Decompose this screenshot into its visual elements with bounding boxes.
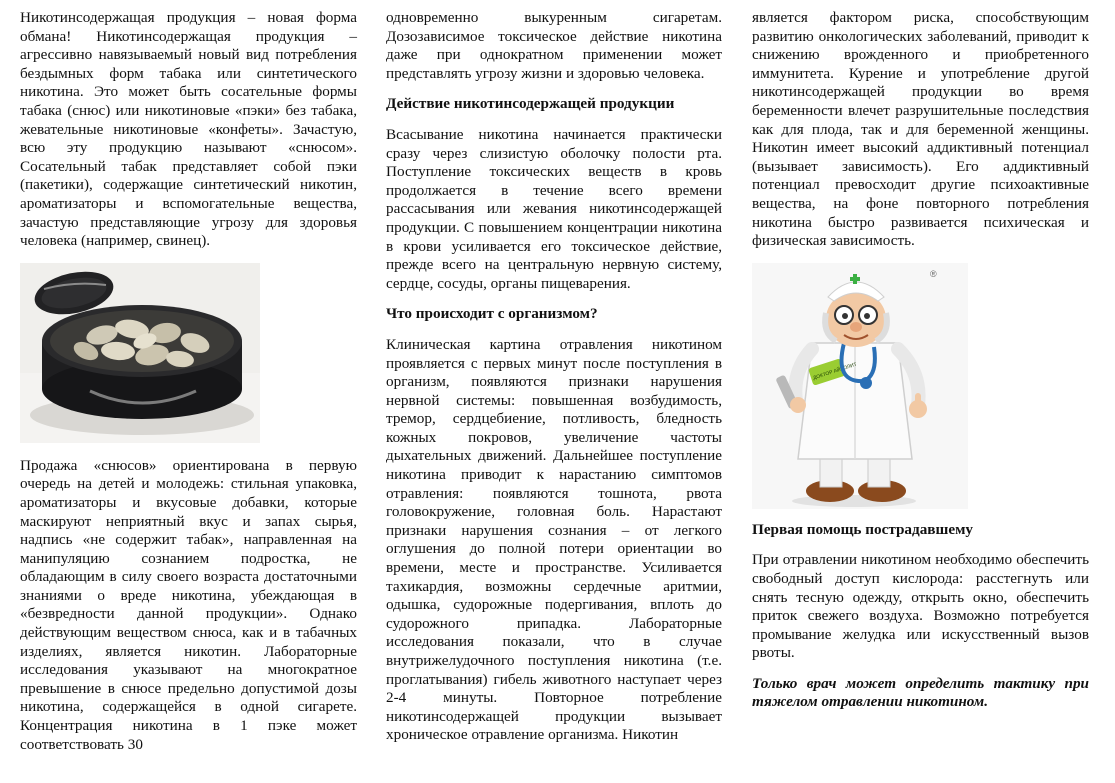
heading-body-effects: Что происходит с организмом? bbox=[386, 305, 598, 323]
doctor-note-paragraph: Только врач может определить тактику при тяжелом отравлении никотином. bbox=[752, 674, 1089, 711]
marketing-paragraph: Продажа «снюсов» ориентирована в первую очередь на детей и молодежь: стильная упаковка, ароматизаторы и вкусовые добавки, которые маскируют неприятный вкус и запах сырья, надпись «не содержит табак», направленная на манипуляцию сознанием подростка, не обладающим в силу своего возраста достаточными знаниями о вреде никотина, убеждающая в «безвредности данной продукции». Однако действующим веществом снюса, как и в табачных изделиях, является никотин. Лабораторные исследования указывают на многократное превышение в снюсе предельно допустимой дозы никотина, содержащейся в одной сигарете. Концентрация никотина в 1 пэке может соответствовать 30 bbox=[20, 456, 357, 753]
heading-first-aid: Первая помощь пострадавшему bbox=[752, 520, 974, 538]
column-1 bbox=[20, 0, 357, 754]
absorption-paragraph: Всасывание никотина начинается практически сразу через слизистую оболочку полости рта. Поступление токсических веществ в кровь продолжается в течение всего времени рассасывания или жевания никотинсодержащей продукции. С повышением концентрации никотина в крови усиливается его токсическое действие, прежде всего на центральную нервную систему, сердце, сосуды, органы пищеварения. bbox=[386, 125, 722, 292]
clinical-picture-paragraph: Клиническая картина отравления никотином проявляется с первых минут после поступления в организм, появляются признаки нарушения нервной системы: повышенная возбудимость, тремор, сердцебиение, потливость, бледность кожных покровов, увеличение частоты дыхательных движений. Дальнейшее поступление никотина приводит к нарастанию симптомов отравления: появляются тошнота, рвота головокружение, головная боль. Нарастают признаки нарушения сознания – от легкого оглушения до полной потери ориентации во времени, месте и пространстве. Усиливается тахикардия, возможны сердечные аритмии, одышка, судорожные подергивания, вплоть до судорожного припадка. Лабораторные исследования показали, что в случае внутрижелудочного поступления никотина (т.е. проглатывания) гибель животного наступает через 2-4 минуты. Повторное потребление никотинсодержащей продукции вызывает хроническое отравление организма. Никотин bbox=[386, 335, 722, 744]
continuation-paragraph: одновременно выкуренным сигаретам. Дозозависимое токсическое действие никотина даже при однократном применении может представлять угрозу жизни и здоровью человека. bbox=[386, 9, 722, 82]
column-2 bbox=[386, 0, 722, 745]
trademark-mark: ® bbox=[930, 268, 937, 279]
first-aid-paragraph: При отравлении никотином необходимо обеспечить свободный доступ кислорода: расстегнуть или снять тесную одежду, открыть окно, обеспечить приток свежего воздуха. Возможно потребуется промывание желудка или искусственный вызов рвоты. bbox=[752, 551, 1089, 662]
risk-paragraph: является фактором риска, способствующим развитию онкологических заболеваний, приводит к снижению врожденного и приобретенного иммунитета. Курение и употребление другой никотинсодержащей продукции во время беременности влечет разрушительные последствия как для плода, так и для беременной женщины. Никотин имеет высокий аддиктивный потенциал (вызывает зависимость). Его аддиктивный потенциал превосходит другие психоактивные вещества, на фоне повторного потребления никотина быстро развивается психическая и физическая зависимость. bbox=[752, 9, 1089, 250]
column-3 bbox=[752, 0, 1089, 712]
intro-paragraph: Никотинсодержащая продукция – новая форма обмана! Никотинсодержащая продукция – агрессивно навязываемый новый вид потребления бездымных форм табака или синтетического никотина. Это может быть сосательные формы табака (снюс) или никотиновые «пэки» без табака, жевательные никотиновые «конфеты». Зачастую, всю эту продукцию называют «снюсом». Сосательный табак представляет собой пэки (пакетики), содержащие синтетический никотин, ароматизаторы и вспомогательные вещества, зачастую представляющие угрозу для здоровья человека (например, свинец). bbox=[20, 9, 357, 250]
snus-tin-photo bbox=[20, 263, 260, 443]
doctor-illustration bbox=[752, 263, 968, 509]
heading-nicotine-action: Действие никотинсодержащей продукции bbox=[386, 95, 675, 113]
doctor-badge-text: ДОКТОР АЙБОЛИТ bbox=[812, 361, 858, 382]
